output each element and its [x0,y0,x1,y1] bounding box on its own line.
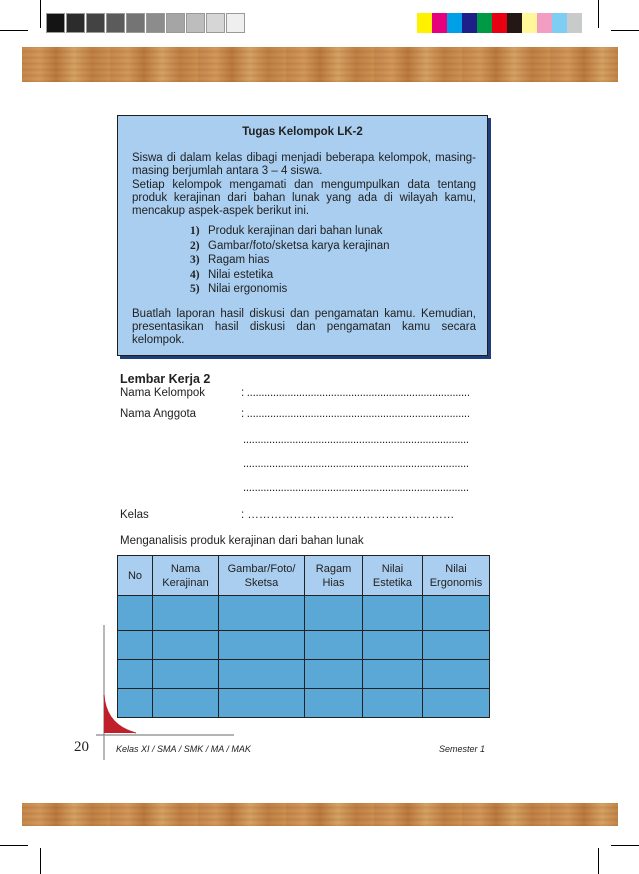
task-instruction: Setiap kelompok mengamati dan mengumpulkan data tentang produk kerajinan dari bahan lunak yang ada di wilayah kamu, mencakup aspek-aspek berikut ini. [132,179,476,218]
crop-mark [0,845,28,846]
color-swatch [447,13,462,33]
gray-swatch [226,13,245,33]
worksheet-title: Lembar Kerja 2 [120,372,211,386]
color-swatch [492,13,507,33]
color-swatch [432,13,447,33]
color-swatch [567,13,582,33]
task-closing: Buatlah laporan hasil diskusi dan pengamatan kamu. Kemudian, presentasikan hasil diskusi dan pengamatan kamu secara kelompok. [132,308,476,347]
header-ragam-hias: Ragam Hias [305,556,363,596]
list-number: 3) [190,254,200,267]
crop-mark [598,0,599,28]
gray-swatch [206,13,225,33]
semester-label: Semester 1 [438,744,485,754]
list-number: 2) [190,239,200,252]
kelas-label: Kelas [120,509,149,521]
table-cell[interactable] [423,689,490,718]
gray-swatch [146,13,165,33]
color-swatch [417,13,432,33]
table-cell[interactable] [423,631,490,660]
gray-swatch [186,13,205,33]
list-number: 1) [190,225,200,237]
list-text: Gambar/foto/sketsa karya kerajinan [208,239,390,252]
list-item [190,282,390,297]
nama-anggota-field-3[interactable]: .............................................................................. [243,458,469,470]
worksheet-description: Menganalisis produk kerajinan dari bahan lunak [120,535,364,547]
nama-kelompok-label: Nama Kelompok [120,387,206,399]
table-cell[interactable] [305,660,363,689]
task-intro: Siswa di dalam kelas dibagi menjadi beberapa kelompok, masing-masing berjumlah antara 3 – 4 siswa. [132,152,476,178]
color-swatch [477,13,492,33]
task-list [190,224,390,297]
table-cell[interactable] [305,689,363,718]
list-item [190,224,390,239]
table-header-row [118,556,490,596]
gray-swatch [166,13,185,33]
color-swatch [552,13,567,33]
gray-swatch [126,13,145,33]
gray-swatch [86,13,105,33]
table-cell[interactable] [363,596,423,631]
kelas-field[interactable]: : ……………………………………………… [241,509,455,521]
table-cell[interactable] [363,689,423,718]
task-box [117,115,488,356]
nama-anggota-label: Nama Anggota [120,408,197,420]
header-nama-kerajinan: Nama Kerajinan [153,556,219,596]
list-item [190,253,390,268]
list-text: Produk kerajinan dari bahan lunak [208,225,383,237]
header-gambar: Gambar/Foto/ Sketsa [219,556,305,596]
wood-header-strip [22,47,618,82]
table-cell[interactable] [423,660,490,689]
crop-mark [40,0,41,28]
crop-mark [40,848,41,874]
color-swatch [462,13,477,33]
header-nilai-estetika: Nilai Estetika [363,556,423,596]
header-no: No [118,556,153,596]
page-number: 20 [74,739,89,755]
table-cell[interactable] [305,596,363,631]
nama-anggota-field-4[interactable]: .............................................................................. [243,482,469,494]
list-item [190,239,390,254]
list-item [190,268,390,283]
crop-mark [611,30,639,31]
book-title: Kelas XI / SMA / SMK / MA / MAK [116,744,251,754]
color-swatch [537,13,552,33]
list-number: 4) [190,268,200,281]
list-text: Ragam hias [208,254,270,267]
crop-mark [0,30,28,31]
nama-kelompok-field[interactable]: : ............................................................................. [241,387,470,399]
list-number: 5) [190,283,200,296]
list-text: Nilai estetika [208,268,274,281]
nama-anggota-field[interactable]: : ............................................................................. [241,408,470,420]
crop-mark [598,848,599,874]
table-cell[interactable] [305,631,363,660]
task-title: Tugas Kelompok LK-2 [242,126,363,138]
gray-swatch [66,13,85,33]
wood-footer-strip [22,803,618,826]
color-swatch [522,13,537,33]
list-text: Nilai ergonomis [208,283,288,296]
nama-anggota-field-2[interactable]: .............................................................................. [243,434,469,446]
crop-mark [611,845,639,846]
gray-swatch [46,13,65,33]
table-cell[interactable] [363,660,423,689]
header-nilai-ergonomis: Nilai Ergonomis [423,556,490,596]
table-cell[interactable] [423,596,490,631]
gray-swatch [106,13,125,33]
color-swatch [507,13,522,33]
table-cell[interactable] [363,631,423,660]
